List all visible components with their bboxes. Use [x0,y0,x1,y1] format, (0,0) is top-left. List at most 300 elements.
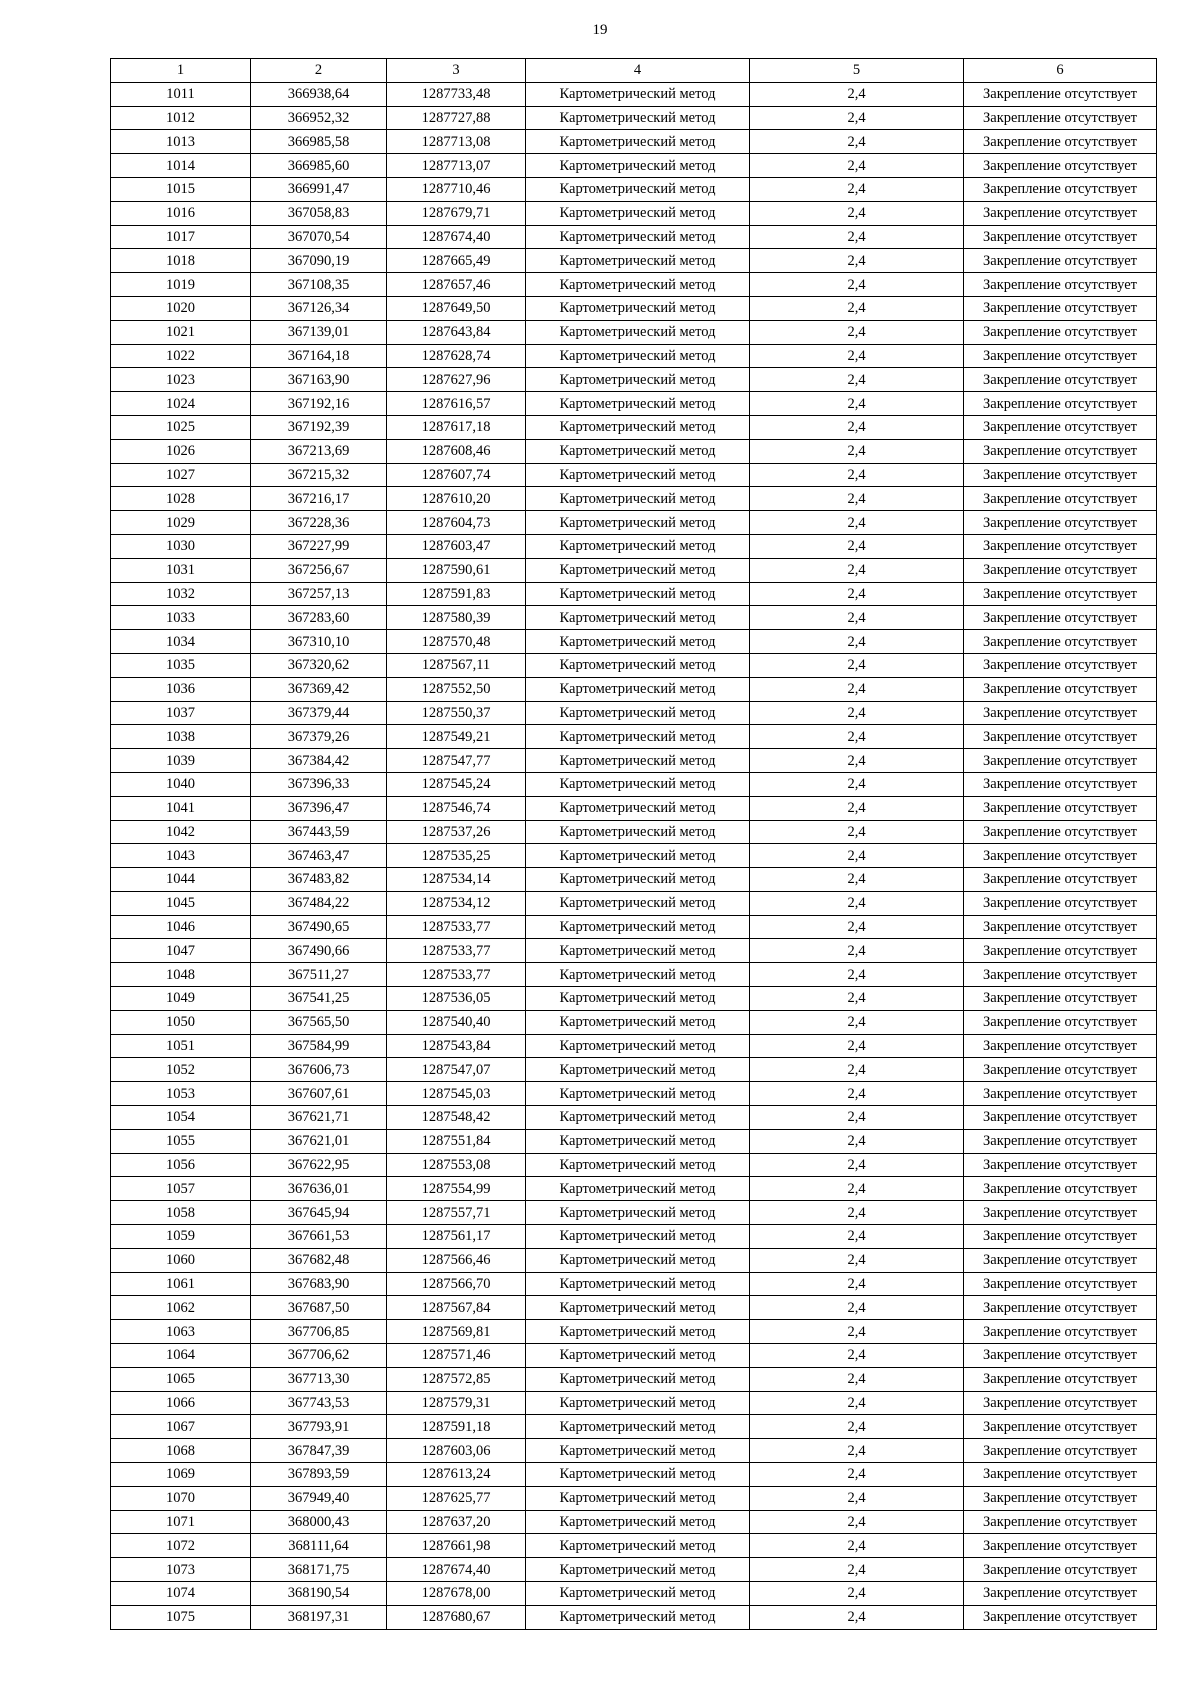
table-cell: 367320,62 [251,653,387,677]
table-cell: 1287679,71 [387,201,526,225]
table-cell: 2,4 [750,1510,964,1534]
table-cell: Картометрический метод [526,582,750,606]
table-cell: 1287533,77 [387,939,526,963]
table-cell: 1287533,77 [387,915,526,939]
table-cell: 2,4 [750,820,964,844]
table-row [111,1558,1157,1582]
table-row [111,1582,1157,1606]
table-cell: Картометрический метод [526,915,750,939]
table-cell: 1018 [111,249,251,273]
table-row [111,1201,1157,1225]
table-cell: 1046 [111,915,251,939]
table-cell: 2,4 [750,130,964,154]
table-row [111,939,1157,963]
table-cell: 367227,99 [251,534,387,558]
table-cell: 1287540,40 [387,1010,526,1034]
table-cell: 367621,01 [251,1129,387,1153]
table-cell: 1048 [111,963,251,987]
table-row [111,677,1157,701]
table-cell: Картометрический метод [526,534,750,558]
table-cell: 1287547,07 [387,1058,526,1082]
table-cell: 2,4 [750,1463,964,1487]
table-cell: 1014 [111,154,251,178]
table-cell: 367228,36 [251,511,387,535]
table-cell: Картометрический метод [526,249,750,273]
table-cell: 2,4 [750,1534,964,1558]
table-cell: Закрепление отсутствует [964,1320,1157,1344]
table-cell: 2,4 [750,1201,964,1225]
table-cell: Картометрический метод [526,1534,750,1558]
table-cell: Картометрический метод [526,653,750,677]
table-cell: 2,4 [750,749,964,773]
table-cell: 1044 [111,868,251,892]
table-cell: 1061 [111,1272,251,1296]
table-cell: Закрепление отсутствует [964,1439,1157,1463]
table-cell: 2,4 [750,1486,964,1510]
table-cell: Закрепление отсутствует [964,582,1157,606]
table-cell: 1066 [111,1391,251,1415]
table-cell: 1287665,49 [387,249,526,273]
table-cell: 367490,66 [251,939,387,963]
table-cell: 2,4 [750,368,964,392]
table-cell: Картометрический метод [526,630,750,654]
table-cell: 1056 [111,1153,251,1177]
table-cell: 367058,83 [251,201,387,225]
table-row [111,1272,1157,1296]
table-cell: 1287580,39 [387,606,526,630]
table-cell: 1070 [111,1486,251,1510]
table-cell: Картометрический метод [526,1391,750,1415]
table-cell: 367070,54 [251,225,387,249]
table-cell: 1287657,46 [387,273,526,297]
table-cell: Картометрический метод [526,558,750,582]
table-cell: 1287627,96 [387,368,526,392]
table-cell: Картометрический метод [526,511,750,535]
table-cell: 367607,61 [251,1082,387,1106]
table-cell: 2,4 [750,963,964,987]
table-cell: Картометрический метод [526,463,750,487]
table-cell: 367192,16 [251,392,387,416]
table-cell: Закрепление отсутствует [964,296,1157,320]
table-cell: Картометрический метод [526,868,750,892]
table-cell: 367713,30 [251,1367,387,1391]
table-cell: 367396,33 [251,772,387,796]
table-cell: 2,4 [750,1177,964,1201]
table-cell: 1287567,84 [387,1296,526,1320]
table-cell: 1052 [111,1058,251,1082]
table-cell: Картометрический метод [526,320,750,344]
table-cell: 2,4 [750,939,964,963]
table-row [111,273,1157,297]
table-cell: 367139,01 [251,320,387,344]
table-cell: 1287534,12 [387,891,526,915]
table-row [111,534,1157,558]
table-cell: 367490,65 [251,915,387,939]
table-row [111,1463,1157,1487]
table-cell: 366938,64 [251,82,387,106]
column-header: 2 [251,59,387,83]
table-cell: 1022 [111,344,251,368]
table-cell: 367565,50 [251,1010,387,1034]
table-cell: Закрепление отсутствует [964,82,1157,106]
table-cell: Закрепление отсутствует [964,1367,1157,1391]
table-cell: 2,4 [750,606,964,630]
table-cell: 367483,82 [251,868,387,892]
table-cell: Закрепление отсутствует [964,1248,1157,1272]
table-cell: Картометрический метод [526,439,750,463]
table-cell: 1287610,20 [387,487,526,511]
table-cell: 1042 [111,820,251,844]
table-cell: 1065 [111,1367,251,1391]
table-cell: 1287617,18 [387,415,526,439]
table-cell: 367584,99 [251,1034,387,1058]
table-cell: Закрепление отсутствует [964,463,1157,487]
table-cell: 1287554,99 [387,1177,526,1201]
table-cell: 2,4 [750,225,964,249]
table-cell: 2,4 [750,1605,964,1629]
table-cell: 1062 [111,1296,251,1320]
table-cell: Картометрический метод [526,368,750,392]
table-cell: 1054 [111,1106,251,1130]
table-cell: 367661,53 [251,1225,387,1249]
table-cell: 2,4 [750,1272,964,1296]
table-cell: Закрепление отсутствует [964,1558,1157,1582]
table-cell: Закрепление отсутствует [964,820,1157,844]
table-cell: Закрепление отсутствует [964,1415,1157,1439]
table-cell: Закрепление отсутствует [964,1225,1157,1249]
table-cell: 1287536,05 [387,987,526,1011]
table-cell: 1287567,11 [387,653,526,677]
table-cell: Закрепление отсутствует [964,1344,1157,1368]
table-cell: 1013 [111,130,251,154]
table-cell: 2,4 [750,296,964,320]
table-cell: 1011 [111,82,251,106]
table-cell: 1287533,77 [387,963,526,987]
table-cell: Закрепление отсутствует [964,177,1157,201]
table-cell: 1287674,40 [387,1558,526,1582]
table-cell: Картометрический метод [526,392,750,416]
table-cell: 367683,90 [251,1272,387,1296]
table-cell: 2,4 [750,177,964,201]
table-cell: 1287566,46 [387,1248,526,1272]
table-cell: Картометрический метод [526,963,750,987]
table-cell: 367622,95 [251,1153,387,1177]
table-row [111,1320,1157,1344]
table-cell: 1287713,08 [387,130,526,154]
table-cell: Картометрический метод [526,177,750,201]
table-cell: 366985,58 [251,130,387,154]
table-cell: 2,4 [750,891,964,915]
column-header: 6 [964,59,1157,83]
table-cell: Закрепление отсутствует [964,487,1157,511]
table-cell: Картометрический метод [526,1510,750,1534]
table-cell: 1060 [111,1248,251,1272]
table-row [111,1344,1157,1368]
table-row [111,701,1157,725]
table-row [111,606,1157,630]
table-row [111,1058,1157,1082]
table-cell: Закрепление отсутствует [964,415,1157,439]
table-cell: 2,4 [750,273,964,297]
table-cell: 366991,47 [251,177,387,201]
table-cell: Закрепление отсутствует [964,1129,1157,1153]
table-cell: 367706,62 [251,1344,387,1368]
table-cell: 2,4 [750,1106,964,1130]
table-row [111,487,1157,511]
table-cell: 1032 [111,582,251,606]
table-cell: 1075 [111,1605,251,1629]
table-cell: Закрепление отсутствует [964,1106,1157,1130]
table-cell: Закрепление отсутствует [964,106,1157,130]
table-cell: 1030 [111,534,251,558]
table-cell: 367636,01 [251,1177,387,1201]
table-cell: 2,4 [750,1439,964,1463]
table-cell: 2,4 [750,1344,964,1368]
table-cell: 1067 [111,1415,251,1439]
table-cell: 1287637,20 [387,1510,526,1534]
table-cell: 1287579,31 [387,1391,526,1415]
table-cell: Картометрический метод [526,820,750,844]
table-cell: 1072 [111,1534,251,1558]
table-cell: 1287591,18 [387,1415,526,1439]
table-cell: 1287628,74 [387,344,526,368]
table-cell: Картометрический метод [526,677,750,701]
table-cell: 1028 [111,487,251,511]
table-cell: 367443,59 [251,820,387,844]
table-cell: Закрепление отсутствует [964,368,1157,392]
table-cell: Картометрический метод [526,1439,750,1463]
table-cell: 1027 [111,463,251,487]
table-cell: 1038 [111,725,251,749]
table-cell: 367090,19 [251,249,387,273]
table-cell: Закрепление отсутствует [964,796,1157,820]
table-cell: 1047 [111,939,251,963]
table-cell: Закрепление отсутствует [964,1486,1157,1510]
column-header: 4 [526,59,750,83]
table-cell: 2,4 [750,796,964,820]
table-cell: Закрепление отсутствует [964,534,1157,558]
table-cell: 1029 [111,511,251,535]
table-cell: Картометрический метод [526,154,750,178]
table-row [111,1106,1157,1130]
table-cell: 367511,27 [251,963,387,987]
table-cell: 1287710,46 [387,177,526,201]
table-cell: 2,4 [750,1558,964,1582]
table-cell: 2,4 [750,1367,964,1391]
table-cell: 1287603,06 [387,1439,526,1463]
table-cell: Закрепление отсутствует [964,1082,1157,1106]
table-cell: Закрепление отсутствует [964,392,1157,416]
table-cell: Закрепление отсутствует [964,1010,1157,1034]
table-cell: Закрепление отсутствует [964,1153,1157,1177]
table-row [111,225,1157,249]
table-cell: 367847,39 [251,1439,387,1463]
table-cell: 367743,53 [251,1391,387,1415]
table-cell: 2,4 [750,1248,964,1272]
table-cell: 1015 [111,177,251,201]
table-cell: 2,4 [750,772,964,796]
table-row [111,1510,1157,1534]
table-cell: Картометрический метод [526,1201,750,1225]
table-cell: Закрепление отсутствует [964,1534,1157,1558]
table-cell: 1021 [111,320,251,344]
table-cell: Закрепление отсутствует [964,939,1157,963]
table-cell: Картометрический метод [526,415,750,439]
table-cell: 2,4 [750,1225,964,1249]
table-cell: 367379,44 [251,701,387,725]
coordinates-table [110,58,1157,1630]
table-cell: 367541,25 [251,987,387,1011]
table-row [111,1225,1157,1249]
table-cell: 1287616,57 [387,392,526,416]
table-cell: Картометрический метод [526,1486,750,1510]
table-cell: 2,4 [750,1129,964,1153]
table-cell: 367706,85 [251,1320,387,1344]
table-row [111,987,1157,1011]
table-cell: 367163,90 [251,368,387,392]
table-cell: Закрепление отсутствует [964,201,1157,225]
table-cell: 2,4 [750,1582,964,1606]
table-cell: Картометрический метод [526,1582,750,1606]
table-cell: Картометрический метод [526,1034,750,1058]
table-row [111,963,1157,987]
table-cell: 1287661,98 [387,1534,526,1558]
table-row [111,439,1157,463]
table-cell: 366985,60 [251,154,387,178]
table-cell: Закрепление отсутствует [964,511,1157,535]
table-row [111,1177,1157,1201]
table-cell: 367463,47 [251,844,387,868]
table-cell: Закрепление отсутствует [964,749,1157,773]
table-cell: 1287608,46 [387,439,526,463]
table-cell: Картометрический метод [526,1129,750,1153]
table-cell: 1053 [111,1082,251,1106]
table-row [111,558,1157,582]
table-cell: 368171,75 [251,1558,387,1582]
table-cell: Закрепление отсутствует [964,891,1157,915]
table-cell: Закрепление отсутствует [964,1391,1157,1415]
table-row [111,368,1157,392]
table-row [111,1534,1157,1558]
table-row [111,725,1157,749]
table-cell: 1287549,21 [387,725,526,749]
table-row [111,511,1157,535]
table-cell: Закрепление отсутствует [964,1463,1157,1487]
table-cell: Картометрический метод [526,201,750,225]
table-cell: 2,4 [750,1296,964,1320]
table-cell: Картометрический метод [526,1082,750,1106]
table-cell: 2,4 [750,1153,964,1177]
table-row [111,796,1157,820]
table-cell: Картометрический метод [526,1225,750,1249]
table-cell: Картометрический метод [526,606,750,630]
table-cell: 1287572,85 [387,1367,526,1391]
table-cell: Закрепление отсутствует [964,915,1157,939]
table-cell: Закрепление отсутствует [964,249,1157,273]
table-cell: 1287571,46 [387,1344,526,1368]
table-cell: 1059 [111,1225,251,1249]
table-cell: 366952,32 [251,106,387,130]
table-row [111,1034,1157,1058]
table-cell: Закрепление отсутствует [964,844,1157,868]
table-cell: 1063 [111,1320,251,1344]
table-cell: 1287534,14 [387,868,526,892]
table-cell: 1068 [111,1439,251,1463]
table-cell: 1035 [111,653,251,677]
table-cell: Картометрический метод [526,725,750,749]
table-cell: 1287604,73 [387,511,526,535]
table-row [111,344,1157,368]
table-body [111,82,1157,1629]
table-cell: Картометрический метод [526,1058,750,1082]
table-cell: 1058 [111,1201,251,1225]
table-row [111,1248,1157,1272]
table-cell: Картометрический метод [526,487,750,511]
table-cell: Закрепление отсутствует [964,987,1157,1011]
table-cell: 1037 [111,701,251,725]
table-cell: Картометрический метод [526,844,750,868]
table-cell: 2,4 [750,106,964,130]
table-header-row [111,59,1157,83]
table-cell: 1051 [111,1034,251,1058]
table-cell: Картометрический метод [526,296,750,320]
table-cell: Картометрический метод [526,225,750,249]
table-cell: Закрепление отсутствует [964,154,1157,178]
table-cell: 368111,64 [251,1534,387,1558]
table-row [111,1153,1157,1177]
table-cell: 1033 [111,606,251,630]
table-row [111,772,1157,796]
table-cell: 2,4 [750,534,964,558]
table-cell: 2,4 [750,915,964,939]
table-cell: 2,4 [750,582,964,606]
table-cell: 1039 [111,749,251,773]
table-cell: Закрепление отсутствует [964,1296,1157,1320]
table-cell: 1287535,25 [387,844,526,868]
table-cell: Закрепление отсутствует [964,558,1157,582]
table-cell: 1040 [111,772,251,796]
table-cell: 1287561,17 [387,1225,526,1249]
table-cell: 367645,94 [251,1201,387,1225]
table-row [111,154,1157,178]
table-row [111,844,1157,868]
table-cell: Закрепление отсутствует [964,320,1157,344]
table-cell: 2,4 [750,1320,964,1344]
table-cell: 367687,50 [251,1296,387,1320]
table-row [111,106,1157,130]
table-cell: 367108,35 [251,273,387,297]
table-cell: Картометрический метод [526,1344,750,1368]
table-cell: 1073 [111,1558,251,1582]
table-cell: Картометрический метод [526,1320,750,1344]
table-cell: Картометрический метод [526,749,750,773]
table-cell: 2,4 [750,1034,964,1058]
table-cell: 1287713,07 [387,154,526,178]
table-cell: 1287607,74 [387,463,526,487]
table-cell: 2,4 [750,439,964,463]
table-row [111,1296,1157,1320]
table-cell: Картометрический метод [526,82,750,106]
table-cell: 2,4 [750,987,964,1011]
table-cell: 1287569,81 [387,1320,526,1344]
table-cell: 1287643,84 [387,320,526,344]
table-cell: Закрепление отсутствует [964,653,1157,677]
table-cell: Картометрический метод [526,1010,750,1034]
table-row [111,1486,1157,1510]
table-cell: Картометрический метод [526,1296,750,1320]
table-cell: 1036 [111,677,251,701]
table-cell: 367606,73 [251,1058,387,1082]
